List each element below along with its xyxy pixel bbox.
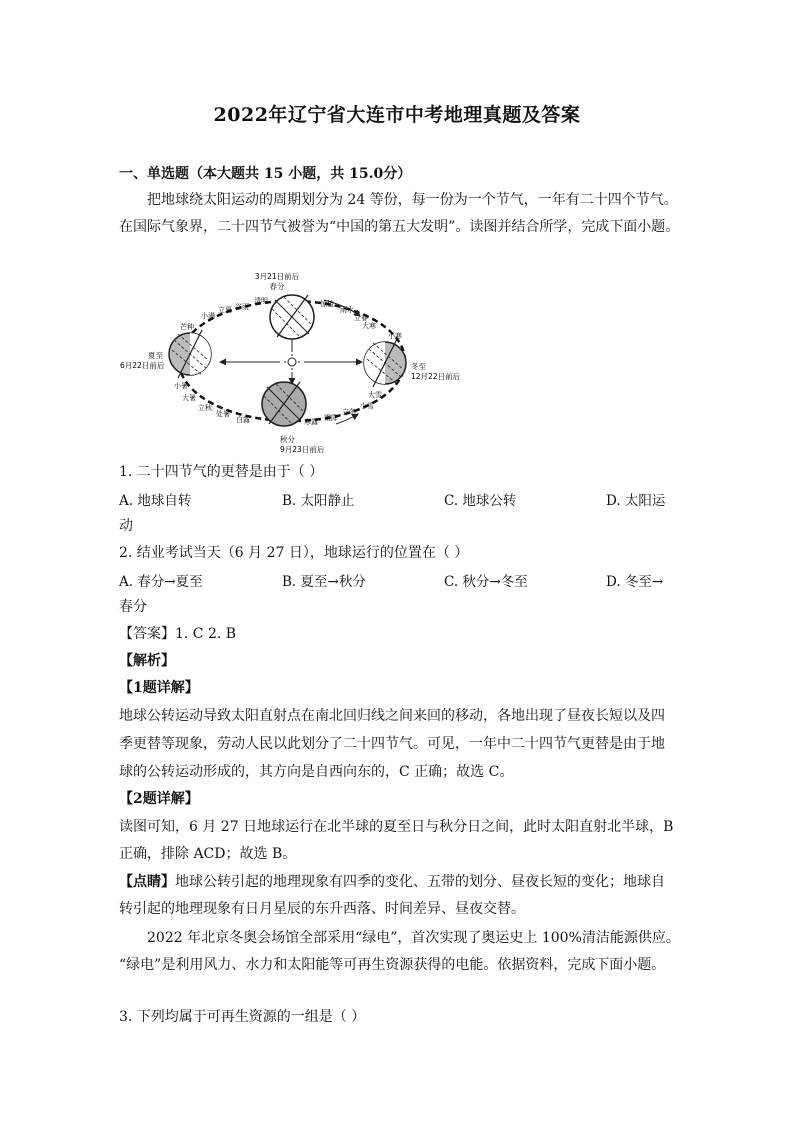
answer-line: 【答案】1. C 2. B bbox=[119, 626, 237, 642]
page-title: 2022年辽宁省大连市中考地理真题及答案 bbox=[213, 104, 581, 126]
detail-1-line-2: 季更替等现象，劳动人民以此划分了二十四节气。可见，一年中二十四节气更替是由于地 bbox=[119, 736, 665, 752]
question-1: 1. 二十四节气的更替是由于（ ） bbox=[119, 464, 324, 480]
term-label: 立夏 bbox=[218, 306, 232, 314]
intro-line-1: 把地球绕太阳运动的周期划分为 24 等份，每一份为一个节气，一年有二十四个节气。 bbox=[147, 192, 678, 208]
label-winter: 冬至 bbox=[411, 362, 426, 371]
q1-option-d: D. 太阳运 bbox=[606, 493, 666, 509]
detail-2-line-1: 读图可知，6 月 27 日地球运行在北半球的夏至日与秋分日之间，此时太阳直射北半球，B bbox=[119, 819, 674, 835]
q2-option-d-wrap: 春分 bbox=[119, 599, 147, 615]
term-label: 霜降 bbox=[324, 414, 338, 422]
tip-heading: 【点睛】 bbox=[119, 874, 175, 890]
q1-option-d-wrap: 动 bbox=[119, 518, 133, 534]
term-label: 谷雨 bbox=[235, 303, 249, 311]
earth-summer bbox=[169, 330, 211, 378]
detail-2-line-2: 正确，排除 ACD；故选 B。 bbox=[119, 846, 297, 862]
earth-winter bbox=[364, 339, 406, 387]
term-label: 立春 bbox=[354, 314, 368, 322]
q2-option-b: B. 夏至→秋分 bbox=[282, 574, 366, 590]
tip-line-1 bbox=[119, 872, 699, 892]
term-label: 小满 bbox=[201, 312, 215, 320]
term-label: 小雪 bbox=[360, 402, 374, 410]
label-autumn: 秋分 bbox=[280, 435, 295, 444]
intro-line-2: 在国际气象界，二十四节气被誉为“中国的第五大发明”。读图并结合所学，完成下面小题。 bbox=[119, 219, 680, 235]
q2-option-d: D. 冬至→ bbox=[606, 574, 664, 590]
q2-option-a: A. 春分→夏至 bbox=[119, 574, 203, 590]
label-spring-date: 3月21日前后 bbox=[254, 272, 300, 281]
earth-spring bbox=[270, 295, 314, 339]
label-summer-date: 6月22日前后 bbox=[120, 361, 165, 370]
detail-2-heading: 【2题详解】 bbox=[119, 791, 199, 807]
passage-2-line-1: 2022 年北京冬奥会场馆全部采用“绿电”，首次实现了奥运史上 100%清洁能源供应。 bbox=[147, 930, 680, 946]
term-label: 立冬 bbox=[342, 408, 356, 416]
term-label: 大寒 bbox=[362, 322, 376, 330]
solar-terms-diagram bbox=[112, 262, 472, 458]
q1-option-c: C. 地球公转 bbox=[444, 493, 517, 509]
analysis-heading: 【解析】 bbox=[119, 653, 175, 669]
sun-icon bbox=[284, 354, 300, 370]
term-label: 小寒 bbox=[388, 332, 402, 340]
question-3: 3. 下列均属于可再生资源的一组是（ ） bbox=[119, 1009, 366, 1025]
label-autumn-date: 9月23日前后 bbox=[280, 445, 325, 454]
passage-2-line-2: “绿电”是利用风力、水力和太阳能等可再生资源获得的电能。依据资料，完成下面小题。 bbox=[119, 957, 666, 973]
term-label: 大暑 bbox=[182, 394, 196, 402]
term-label: 清明 bbox=[254, 297, 268, 305]
question-2: 2. 结业考试当天（6 月 27 日），地球运行的位置在（ ） bbox=[119, 545, 469, 561]
term-label: 处暑 bbox=[216, 410, 230, 418]
label-winter-date: 12月22日前后 bbox=[411, 372, 461, 381]
term-label: 大雪 bbox=[368, 391, 382, 399]
term-label: 小暑 bbox=[174, 382, 188, 390]
label-summer: 夏至 bbox=[148, 351, 163, 360]
detail-1-line-1: 地球公转运动导致太阳直射点在南北回归线之间来回的移动，各地出现了昼夜长短以及四 bbox=[119, 708, 665, 724]
q2-option-c: C. 秋分→冬至 bbox=[444, 574, 528, 590]
q1-option-a: A. 地球自转 bbox=[119, 493, 192, 509]
q1-option-b: B. 太阳静止 bbox=[282, 493, 355, 509]
term-label: 雨水 bbox=[340, 306, 354, 314]
label-spring: 春分 bbox=[269, 282, 285, 291]
section-heading: 一、单选题（本大题共 15 小题，共 15.0分） bbox=[119, 166, 412, 182]
term-label: 白露 bbox=[236, 416, 250, 424]
term-label: 惊蛰 bbox=[320, 300, 334, 308]
term-label: 芒种 bbox=[180, 323, 194, 331]
tip-line-2: 转引起的地理现象有日月星辰的东升西落、时间差异、昼夜交替。 bbox=[119, 901, 525, 917]
term-label: 立秋 bbox=[198, 404, 212, 412]
detail-1-heading: 【1题详解】 bbox=[119, 680, 199, 696]
term-label: 寒露 bbox=[304, 418, 318, 426]
detail-1-line-3: 球的公转运动形成的，其方向是自西向东的，C 正确；故选 C。 bbox=[119, 764, 514, 780]
tip-text-1: 地球公转引起的地理现象有四季的变化、五带的划分、昼夜长短的变化；地球自 bbox=[175, 874, 665, 890]
earth-autumn bbox=[262, 382, 306, 426]
